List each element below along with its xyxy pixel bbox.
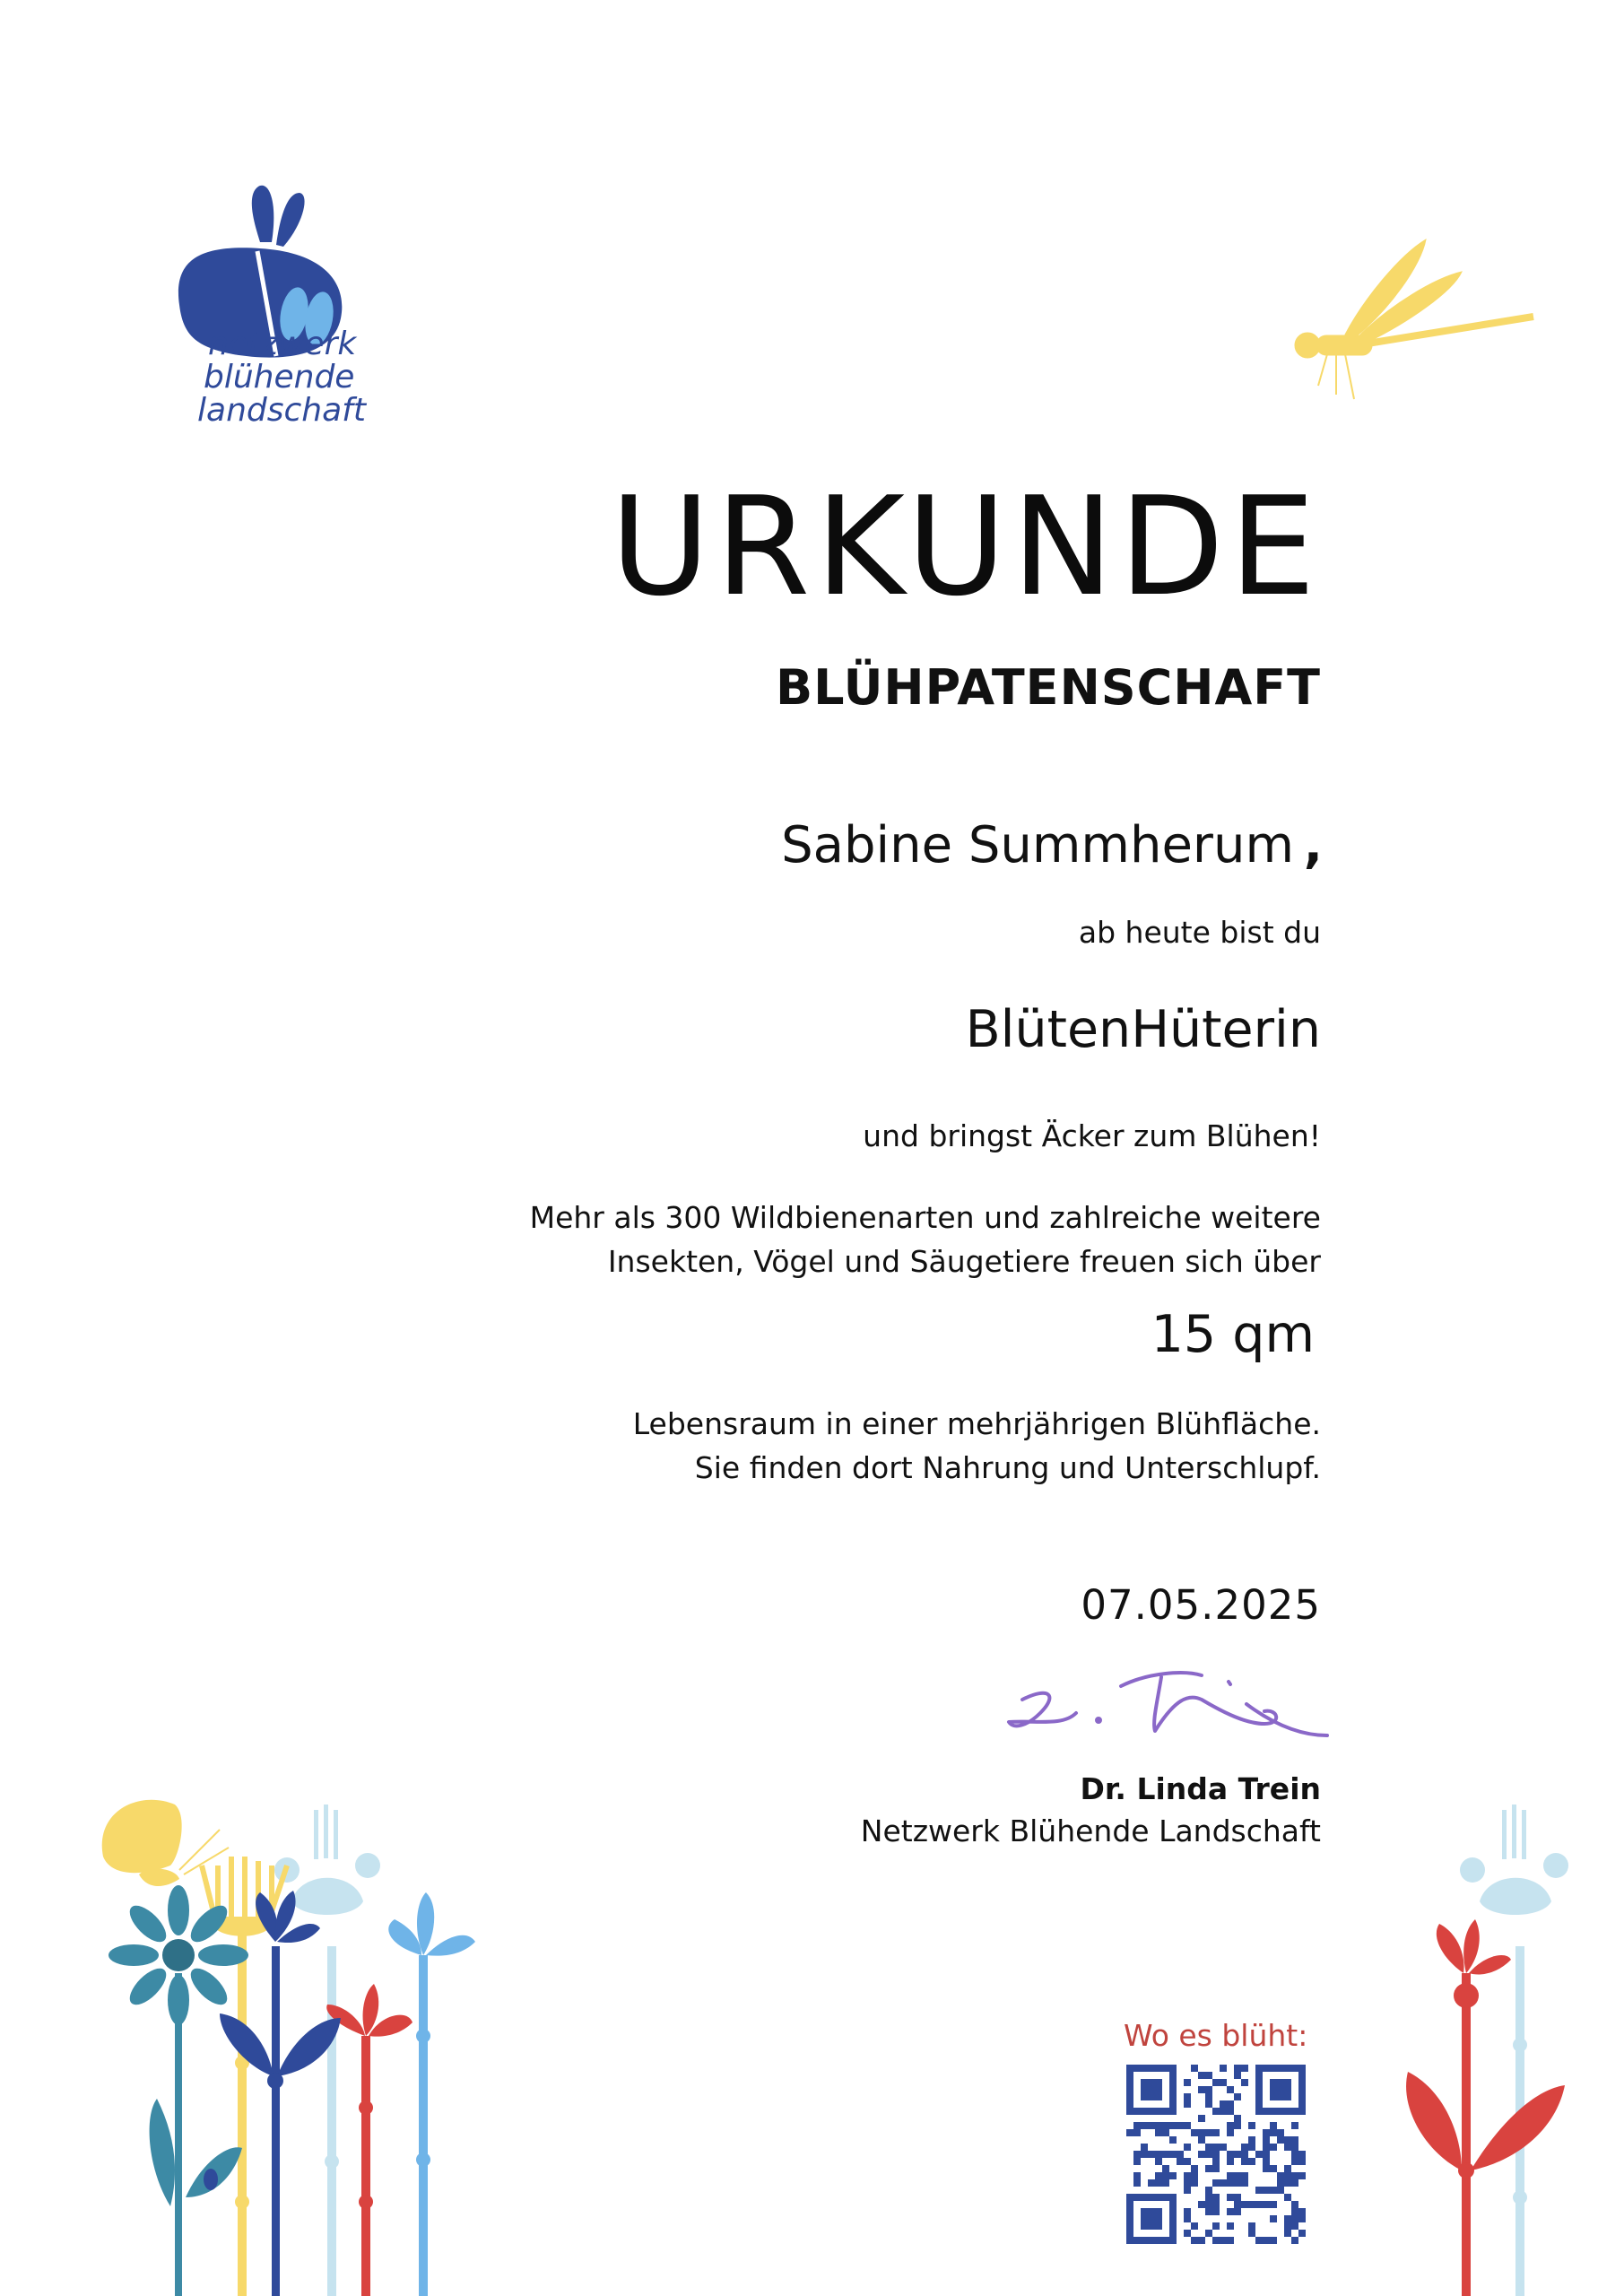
logo-text-line3: landschaft xyxy=(197,392,366,429)
certificate-title: URKUNDE xyxy=(610,467,1321,626)
habitat-text-line1: Lebensraum in einer mehrjährigen Blühfläche. xyxy=(632,1406,1321,1441)
dragonfly-icon xyxy=(1282,229,1542,417)
certificate-date: 07.05.2025 xyxy=(1081,1581,1321,1629)
role-title: BlütenHüterin xyxy=(965,1000,1321,1059)
flowers-illustration-left xyxy=(85,1794,767,2296)
logo-wordmark xyxy=(126,327,386,427)
area-size: 15 qm xyxy=(1151,1305,1315,1364)
signer-organization: Netzwerk Blühende Landschaft xyxy=(860,1813,1321,1848)
handwritten-signature xyxy=(995,1650,1336,1749)
species-text-line1: Mehr als 300 Wildbienenarten und zahlreiche weitere xyxy=(529,1200,1321,1235)
qr-code-icon[interactable] xyxy=(1126,2065,1306,2244)
recipient-name: Sabine Summherum xyxy=(781,816,1294,874)
certificate-subtitle: BLÜHPATENSCHAFT xyxy=(775,659,1321,716)
species-text-line2: Insekten, Vögel und Säugetiere freuen sich über xyxy=(607,1244,1321,1279)
habitat-text-line2: Sie finden dort Nahrung und Unterschlupf. xyxy=(694,1450,1321,1485)
logo-text-line2: blühende xyxy=(204,359,355,396)
butterfly-icon xyxy=(102,1800,229,1886)
flowers-illustration-right xyxy=(1372,1794,1624,2296)
recipient-comma: , xyxy=(1303,816,1323,874)
logo-text-line1: netzwerk xyxy=(208,326,357,362)
intro-text: ab heute bist du xyxy=(1078,915,1321,950)
signer-name: Dr. Linda Trein xyxy=(1080,1771,1321,1806)
qr-label: Wo es blüht: xyxy=(1124,2018,1308,2053)
species-text xyxy=(530,1196,1321,1283)
mission-text: und bringst Äcker zum Blühen! xyxy=(863,1118,1321,1153)
habitat-text xyxy=(633,1402,1321,1490)
